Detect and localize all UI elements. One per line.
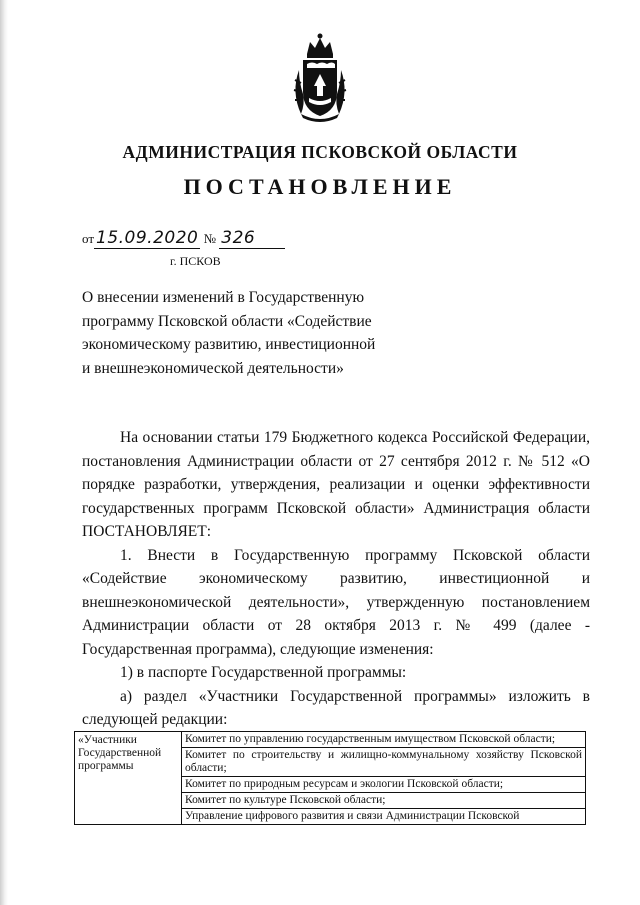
- document-body: [82, 426, 590, 732]
- emblem: [0, 30, 640, 127]
- number-prefix: №: [203, 231, 217, 246]
- participants-list: [182, 732, 586, 825]
- date-number-line: [82, 228, 285, 249]
- participant-entry: Комитет по строительству и жилищно-коммунальному хозяйству Псковской области;: [182, 748, 585, 777]
- document-type: ПОСТАНОВЛЕНИЕ: [183, 174, 457, 199]
- city-name: г. ПСКОВ: [170, 254, 221, 268]
- paragraph-subitem-a: а) раздел «Участники Государственной программы» изложить в следующей редакции:: [82, 687, 590, 728]
- subject-line: и внешнеэкономической деятельности»: [82, 359, 344, 377]
- paragraph-basis: На основании статьи 179 Бюджетного кодекса Российской Федерации, постановления Администрации области от 27 сентября 2012 г. № 512 «О порядке разработки, утверждения, реализации и оценки эффективности государственных программ Псковской области» Администрация области ПОСТАНОВЛЯЕТ:: [82, 429, 590, 540]
- organization-name: АДМИНИСТРАЦИЯ ПСКОВСКОЙ ОБЛАСТИ: [122, 142, 518, 162]
- page-edge-shadow: [0, 0, 8, 905]
- paragraph-subitem-1: 1) в паспорте Государственной программы:: [120, 664, 407, 681]
- participant-entry: Управление цифрового развития и связи Администрации Псковской: [185, 810, 520, 822]
- document-date: 15.09.2020: [96, 228, 199, 248]
- pskov-coat-of-arms-icon: [285, 30, 355, 122]
- document-number: 326: [219, 228, 285, 249]
- subject-line: программу Псковской области «Содействие: [82, 312, 372, 330]
- participant-entry: Комитет по культуре Псковской области;: [182, 793, 585, 809]
- paragraph-item-1: 1. Внести в Государственную программу Псковской области «Содействие экономическому развитию, инвестиционной и внешнеэкономической деятельности», утвержденную постановлением Администрации области от 28 октября 2013 г. № 499 (далее - Государственная программа), следующие изменения:: [82, 546, 590, 658]
- document-subject: [82, 286, 412, 380]
- subject-line: экономическому развитию, инвестиционной: [82, 336, 376, 353]
- table-row: [75, 732, 586, 825]
- participants-label: «Участники Государственной программы: [75, 732, 182, 825]
- participant-entry: Комитет по управлению государственным имуществом Псковской области;: [182, 732, 585, 748]
- subject-line: О внесении изменений в Государственную: [82, 289, 365, 306]
- date-prefix: от: [82, 231, 95, 246]
- participant-entry: Комитет по природным ресурсам и экологии Псковской области;: [182, 777, 585, 793]
- participants-table: [74, 731, 586, 825]
